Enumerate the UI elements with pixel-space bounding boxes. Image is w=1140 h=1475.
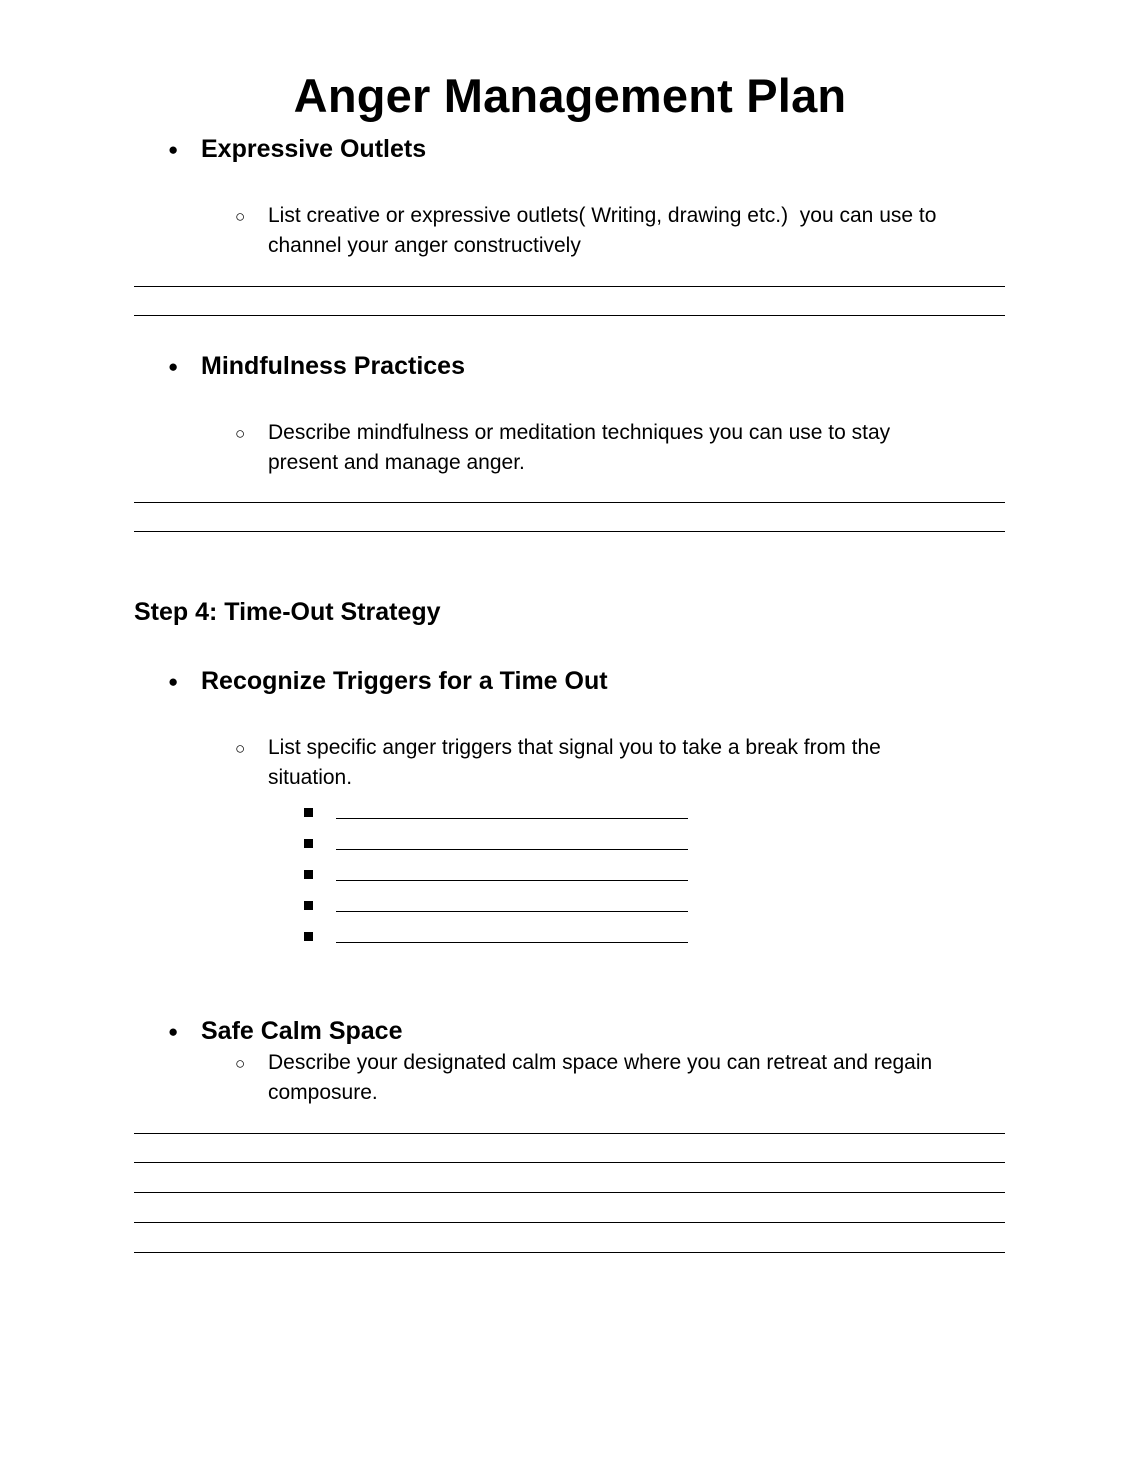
hollow-bullet-icon: ○ [235,424,246,443]
square-bullet-icon [304,808,313,817]
expressive-outlets-heading: Expressive Outlets [201,135,427,163]
square-bullet-icon [304,839,313,848]
writing-line[interactable] [134,286,1005,287]
recognize-triggers-prompt [268,733,1008,793]
writing-line[interactable] [134,1222,1005,1223]
safe-calm-space-prompt [268,1048,1008,1108]
mindfulness-practices-prompt [268,418,1008,478]
hollow-bullet-icon: ○ [235,1054,246,1073]
expressive-outlets-prompt-line2: channel your anger constructively [268,234,581,257]
mindfulness-practices-heading: Mindfulness Practices [201,352,465,380]
square-bullet-icon [304,932,313,941]
step4-heading: Step 4: Time-Out Strategy [134,598,441,626]
mindfulness-practices-prompt-line1: Describe mindfulness or meditation techniques you can use to stay [268,421,891,444]
recognize-triggers-prompt-line2: situation. [268,766,353,789]
filled-bullet-icon: ● [168,1022,179,1041]
expressive-outlets-prompt [268,201,1008,261]
filled-bullet-icon: ● [168,672,179,691]
writing-line[interactable] [134,315,1005,316]
hollow-bullet-icon: ○ [235,207,246,226]
mindfulness-practices-prompt-line2: present and manage anger. [268,451,525,474]
writing-line[interactable] [134,502,1005,503]
filled-bullet-icon: ● [168,357,179,376]
safe-calm-space-prompt-line1: Describe your designated calm space where you can retreat and regain [268,1051,933,1074]
square-bullet-icon [304,901,313,910]
trigger-blank-line[interactable] [336,911,688,912]
square-bullet-icon [304,870,313,879]
writing-line[interactable] [134,1192,1005,1193]
expressive-outlets-prompt-line1: List creative or expressive outlets( Writing, drawing etc.) you can use to [268,204,937,227]
safe-calm-space-prompt-line2: composure. [268,1081,378,1104]
trigger-blank-line[interactable] [336,818,688,819]
writing-line[interactable] [134,1162,1005,1163]
page-title: Anger Management Plan [293,69,847,122]
hollow-bullet-icon: ○ [235,739,246,758]
safe-calm-space-heading: Safe Calm Space [201,1017,403,1045]
writing-line[interactable] [134,1252,1005,1253]
filled-bullet-icon: ● [168,140,179,159]
trigger-blank-line[interactable] [336,942,688,943]
writing-line[interactable] [134,1133,1005,1134]
recognize-triggers-prompt-line1: List specific anger triggers that signal you to take a break from the [268,736,881,759]
writing-line[interactable] [134,531,1005,532]
recognize-triggers-heading: Recognize Triggers for a Time Out [201,667,608,695]
trigger-blank-line[interactable] [336,849,688,850]
trigger-blank-line[interactable] [336,880,688,881]
